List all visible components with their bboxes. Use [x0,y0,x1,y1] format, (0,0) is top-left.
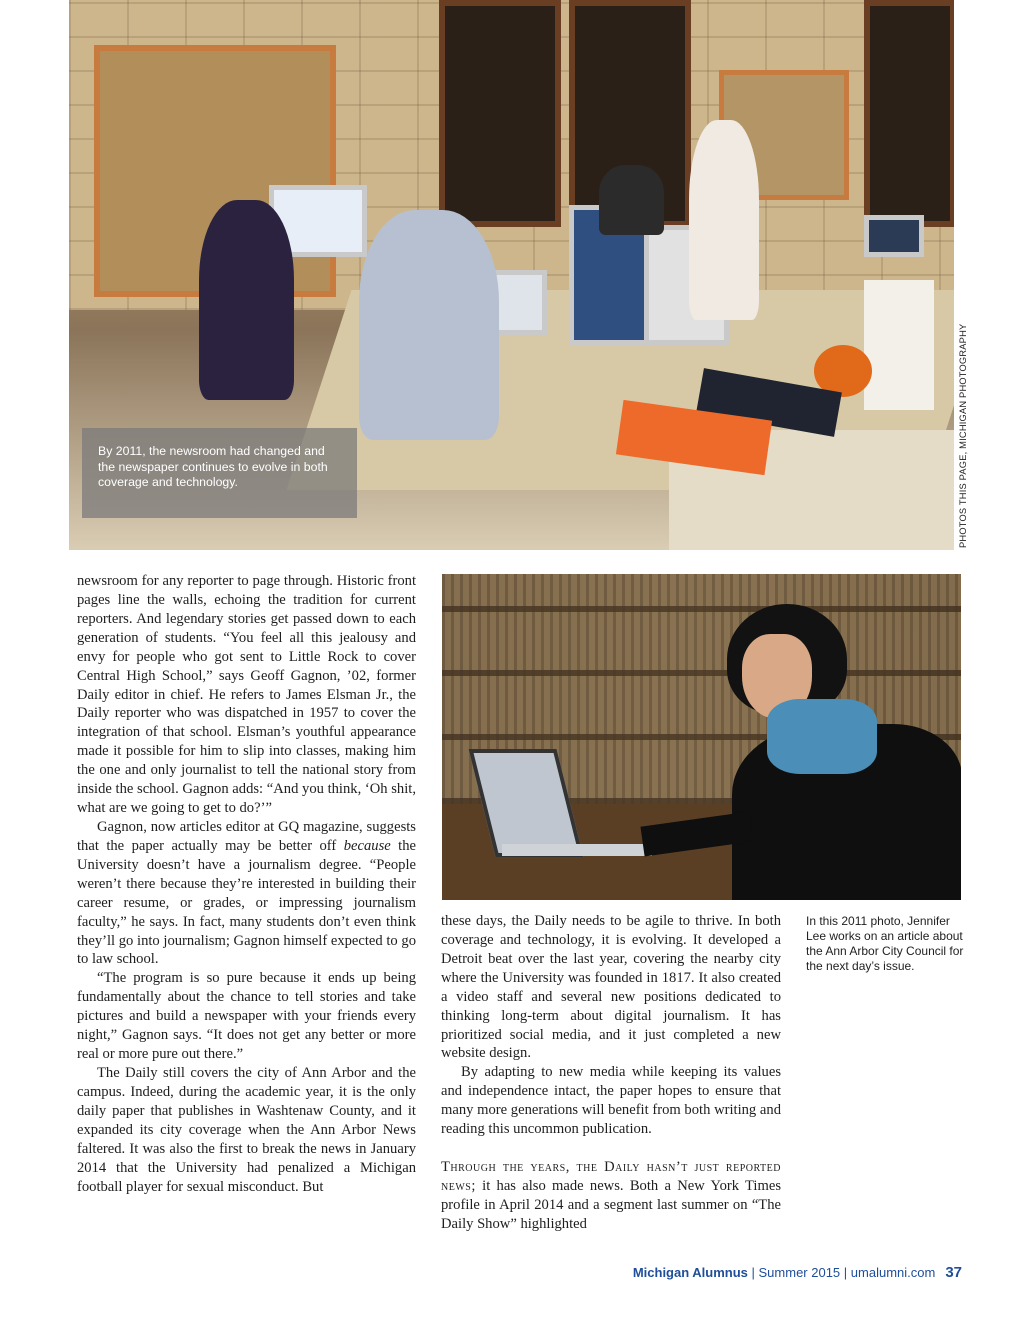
photo-credit: PHOTOS THIS PAGE, MICHIGAN PHOTOGRAPHY [958,323,968,548]
text-column-right [441,912,781,1234]
issue-label: Summer 2015 [758,1265,841,1280]
paragraph: The Daily still covers the city of Ann Arbor and the campus. Indeed, during the academic year, it is the only daily paper that publishes in Washtenaw County, and it expanded its city coverage when the Ann Arbor News faltered. It was also the first to break the news in January 2014 that the University had penalized a Michigan football player for sexual misconduct. But [77,1064,416,1195]
text-column-left [77,572,416,1196]
paragraph: Through the years, the Daily hasn’t just reported news; it has also made news. Both a New York Times profile in April 2014 and a segment last summer on “The Daily Show” highlighted [441,1159,781,1232]
paragraph: newsroom for any reporter to page through. Historic front pages line the walls, echoing the tradition for current reporters. And legendary stories get passed down to each generation of students. “You feel all this jealousy and envy for people who got sent to Little Rock to cover Central High School,” says Geoff Gagnon, ’02, former Daily editor in chief. He refers to James Elsman Jr., the Daily reporter who was dispatched in 1957 to cover the integration of that school. Elsman’s youthful appearance made it possible for him to slip into classes, making him the one and only journalist to tell the national story from inside the school. Gagnon adds: “And you think, ‘Oh shit, what are we going to get to do?’” [77,573,416,817]
paragraph: “The program is so pure because it ends up being fundamentally about the chance to tell stories and take pictures and build a newspaper with your friends every night,” Gagnon says. “It does not get any better or more real or more pure out there.” [77,970,416,1063]
top-photo-caption: By 2011, the newsroom had changed and the newspaper continues to evolve in both coverage and technology. [82,428,357,518]
magazine-name: Michigan Alumnus [632,1265,748,1280]
student-laptop-photo [442,574,961,900]
paragraph: Gagnon, now articles editor at GQ magazine, suggests that the paper actually may be better off because the University doesn’t have a journalism degree. “People weren’t there because they’re interested in building their career resume, or grades, or impressing journalism faculty,” he says. In fact, many students don’t even think they’ll go into journalism; Gagnon himself expected to go to law school. [77,818,417,968]
website: umalumni.com [850,1265,936,1280]
paragraph: By adapting to new media while keeping its values and independence intact, the paper hopes to ensure that many more generations will benefit from both writing and reading this uncommon publication. [441,1064,781,1138]
page-number: 37 [945,1264,962,1281]
paragraph: these days, the Daily needs to be agile to thrive. In both coverage and technology, it is evolving. It developed a Detroit beat over the last year, covering the nearby city where the University was founded in 1817. It also created a video staff and several new positions dedicated to thinking long-term about digital journalism. It has prioritized social media, and it just completed a new website design. [441,913,781,1062]
page-footer: Michigan Alumnus | Summer 2015 | umalumni.com 37 [632,1264,962,1281]
lead-in-caps: Through the years, the Daily hasn’t just reported news; [441,1159,781,1194]
mid-photo-caption: In this 2011 photo, Jennifer Lee works on an article about the Ann Arbor City Council for the next day’s issue. [806,914,964,973]
